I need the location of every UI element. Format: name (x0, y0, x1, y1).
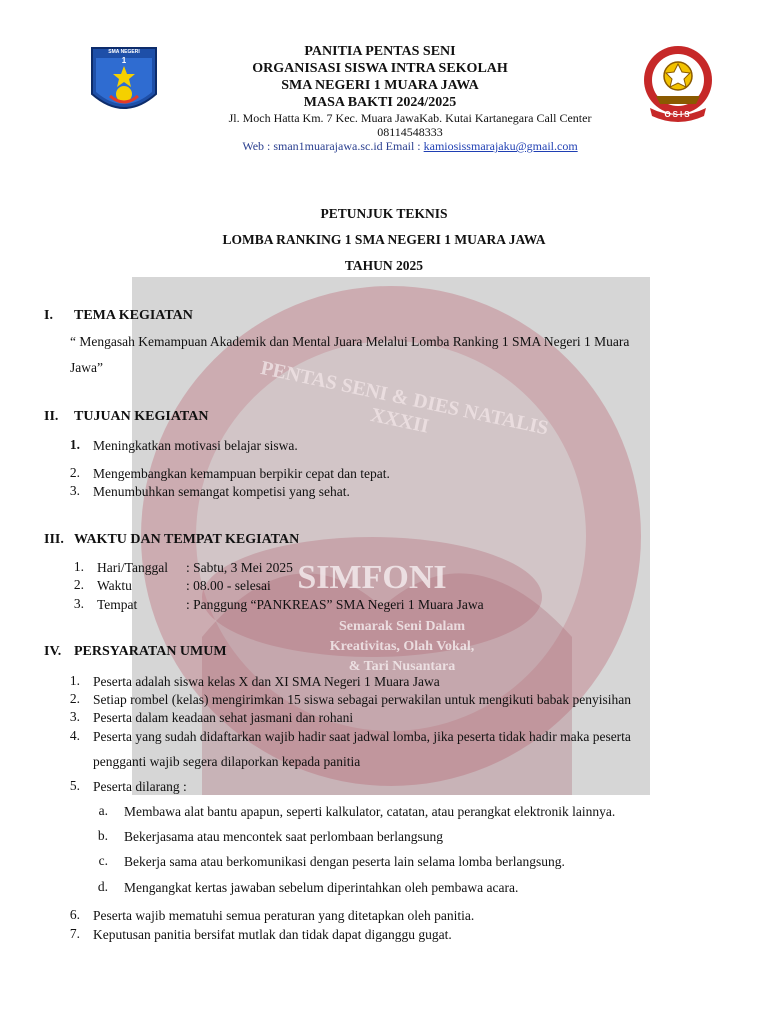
prohibition-c-text: Bekerja sama atau berkomunikasi dengan peserta lain selama lomba berlangsung. (124, 854, 565, 869)
req-2-number: 2. (69, 691, 80, 706)
section-1-text-cont: Jawa” (70, 360, 103, 375)
req-1-text: Peserta adalah siswa kelas X dan XI SMA Negeri 1 Muara Jawa (93, 674, 440, 689)
schedule-3-number: 3. (73, 596, 84, 611)
prohibition-b-text: Bekerjasama atau mencontek saat perlombaan berlangsung (124, 829, 443, 844)
prohibition-a-text: Membawa alat bantu apapun, seperti kalkulator, catatan, atau perangkat elektronik lainnya. (124, 804, 616, 819)
schedule-1-number: 1. (73, 559, 84, 574)
header-web-prefix: Web : sman1muarajawa.sc.id Email : (242, 139, 424, 153)
watermark-tagline-1: Semarak Seni Dalam (339, 619, 465, 634)
header-organization: ORGANISASI SISWA INTRA SEKOLAH (252, 61, 508, 76)
goal-3-number: 3. (69, 483, 80, 498)
section-2-heading (44, 409, 208, 425)
req-6-number: 6. (69, 907, 80, 922)
prohibition-a-number: a. (98, 803, 108, 818)
section-4-number: IV. (44, 644, 62, 659)
schedule-3-value: : Panggung “PANKREAS” SMA Negeri 1 Muara Jawa (186, 597, 484, 612)
req-7-number: 7. (69, 926, 80, 941)
section-4-title: PERSYARATAN UMUM (74, 644, 227, 659)
goal-2-text: Mengembangkan kemampuan berpikir cepat dan tepat. (93, 466, 390, 481)
header-committee: PANITIA PENTAS SENI (304, 44, 456, 59)
watermark-tagline-2: Kreativitas, Olah Vokal, (329, 639, 475, 654)
schedule-1-key: Hari/Tanggal (97, 560, 169, 575)
header-phone: 08114548333 (377, 125, 443, 139)
watermark-tagline-3: & Tari Nusantara (348, 659, 456, 674)
req-2-text: Setiap rombel (kelas) mengirimkan 15 siswa sebagai perwakilan untuk mengikuti babak penyisihan (93, 692, 631, 707)
header-school: SMA NEGERI 1 MUARA JAWA (281, 78, 479, 93)
header-period: MASA BAKTI 2024/2025 (303, 95, 457, 110)
school-logo-number: 1 (121, 56, 127, 65)
goal-3-text: Menumbuhkan semangat kompetisi yang sehat. (93, 484, 350, 499)
section-2-number: II. (44, 409, 59, 424)
req-1-number: 1. (69, 673, 80, 688)
schedule-2-number: 2. (73, 577, 84, 592)
doc-year: TAHUN 2025 (344, 258, 424, 273)
prohibition-b-number: b. (97, 828, 108, 843)
req-6-text: Peserta wajib mematuhi semua peraturan yang ditetapkan oleh panitia. (93, 908, 475, 923)
req-4-text: Peserta yang sudah didaftarkan wajib hadir saat jadwal lomba, jika peserta tidak hadir maka peserta (93, 729, 631, 744)
section-4-heading (44, 644, 227, 660)
schedule-1-value: : Sabtu, 3 Mei 2025 (186, 560, 293, 575)
req-3-text: Peserta dalam keadaan sehat jasmani dan rohani (93, 710, 354, 725)
school-logo-label: SMA NEGERI (108, 49, 140, 55)
schedule-3-key: Tempat (97, 597, 138, 612)
section-3-title: WAKTU DAN TEMPAT KEGIATAN (74, 532, 300, 547)
school-logo (88, 44, 160, 122)
goal-2-number: 2. (69, 465, 80, 480)
goal-1-text: Meningkatkan motivasi belajar siswa. (93, 438, 298, 453)
section-2-title: TUJUAN KEGIATAN (74, 409, 209, 424)
header-address: Jl. Moch Hatta Km. 7 Kec. Muara JawaKab. Kutai Kartanegara Call Center (228, 111, 592, 125)
watermark-arc-text: PENTAS SENI & DIES NATALIS XXXII (258, 356, 551, 440)
osis-logo-label: OSIS (664, 110, 692, 119)
req-5-number: 5. (69, 778, 80, 793)
doc-title: PETUNJUK TEKNIS (320, 206, 448, 221)
section-1-title: TEMA KEGIATAN (74, 308, 193, 323)
header-email-link[interactable]: kamiosissmarajaku@gmail.com (423, 139, 578, 153)
prohibition-d-text: Mengangkat kertas jawaban sebelum diperintahkan oleh pembawa acara. (124, 880, 519, 895)
schedule-2-key: Waktu (97, 578, 132, 593)
req-4-text-cont: pengganti wajib segera dilaporkan kepada panitia (93, 754, 361, 769)
req-4-number: 4. (69, 728, 80, 743)
prohibition-c-number: c. (98, 853, 108, 868)
osis-logo (638, 42, 718, 128)
section-3-heading (44, 532, 299, 548)
watermark-name: SIMFONI (297, 559, 447, 596)
schedule-2-value: : 08.00 - selesai (186, 578, 271, 593)
req-3-number: 3. (69, 709, 80, 724)
req-7-text: Keputusan panitia bersifat mutlak dan tidak dapat diganggu gugat. (93, 927, 452, 942)
header-web (180, 139, 640, 153)
req-5-text: Peserta dilarang : (93, 779, 187, 794)
doc-subtitle: LOMBA RANKING 1 SMA NEGERI 1 MUARA JAWA (222, 232, 546, 247)
goal-1-number: 1. (69, 437, 80, 452)
prohibition-d-number: d. (97, 879, 108, 894)
section-3-number: III. (44, 532, 64, 547)
section-1-text: “ Mengasah Kemampuan Akademik dan Mental Juara Melalui Lomba Ranking 1 SMA Negeri 1 Muara (70, 334, 630, 349)
section-1-heading (44, 308, 193, 324)
section-1-number: I. (44, 308, 53, 323)
